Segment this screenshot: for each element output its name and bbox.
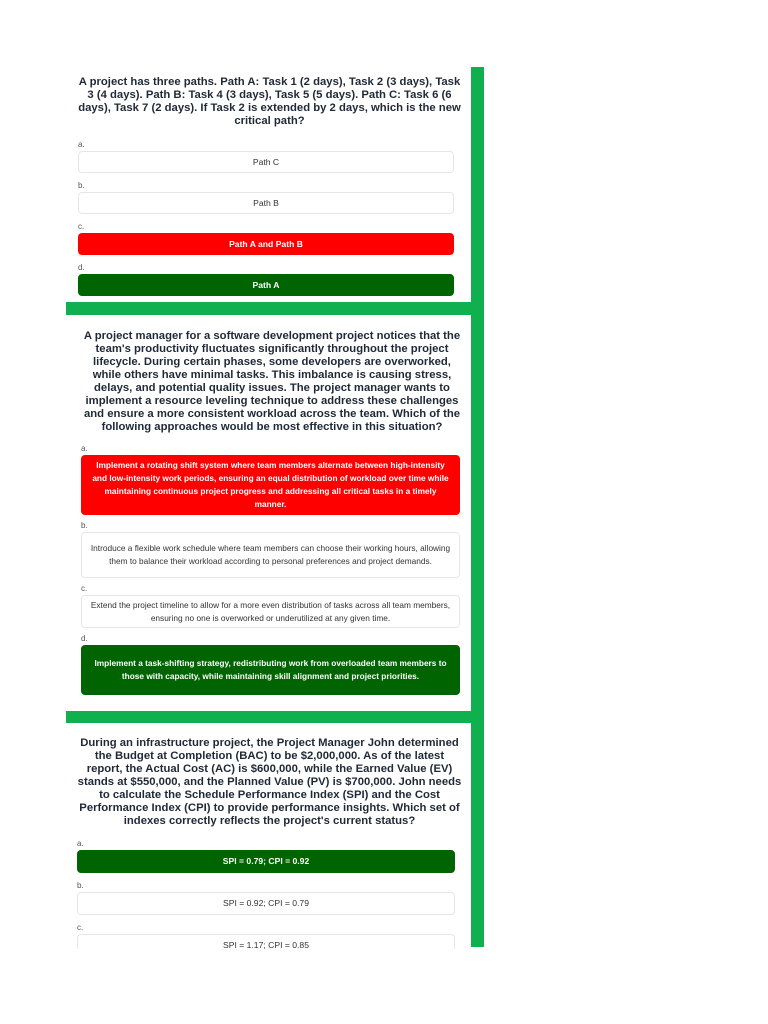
- frame-separator-2: [66, 711, 484, 723]
- answer-option-a[interactable]: SPI = 0.79; CPI = 0.92: [77, 850, 455, 873]
- answer-option-c[interactable]: Path A and Path B: [78, 233, 454, 255]
- answer-option-b[interactable]: SPI = 0.92; CPI = 0.79: [77, 892, 455, 915]
- option-letter: d.: [81, 634, 88, 643]
- option-letter: a.: [77, 839, 84, 848]
- option-letter: a.: [81, 444, 88, 453]
- option-letter: b.: [81, 521, 88, 530]
- frame-right-bar-3: [471, 723, 484, 947]
- answer-option-d[interactable]: Implement a task-shifting strategy, redistributing work from overloaded team members to those with capacity, while maintaining skill alignment and project priorities.: [81, 645, 460, 695]
- option-letter: c.: [78, 222, 85, 231]
- option-letter: d.: [78, 263, 85, 272]
- question-card-1: [72, 76, 467, 298]
- answer-option-a[interactable]: Path C: [78, 151, 454, 173]
- answer-option-a[interactable]: Implement a rotating shift system where team members alternate between high-intensity and low-intensity work periods, ensuring an equal distribution of workload over time while maintaining continuous project progress and addressing all critical tasks in a timely manner.: [81, 455, 460, 515]
- frame-separator-1: [66, 302, 484, 315]
- answer-option-d[interactable]: Path A: [78, 274, 454, 296]
- answer-option-c[interactable]: Extend the project timeline to allow for a more even distribution of tasks across all team members, ensuring no one is overworked or underutilized at any given time.: [81, 595, 460, 628]
- option-letter: c.: [81, 584, 88, 593]
- option-letter: b.: [78, 181, 85, 190]
- question-card-2: [76, 330, 468, 697]
- answer-option-b[interactable]: Introduce a flexible work schedule where team members can choose their working hours, allowing them to balance their workload according to personal preferences and project demands.: [81, 532, 460, 578]
- question-text: During an infrastructure project, the Project Manager John determined the Budget at Completion (BAC) to be $2,000,000. As of the latest report, the Actual Cost (AC) is $600,000, while the Earned Value (EV) stands at $550,000, and the Planned Value (PV) is $700,000. John needs to calculate the Schedule Performance Index (SPI) and the Cost Performance Index (CPI) to provide performance insights. Which set of indexes correctly reflects the project's current status?: [77, 737, 462, 827]
- question-text: A project manager for a software development project notices that the team's productivity fluctuates significantly throughout the project lifecycle. During certain phases, some developers are overworked, while others have minimal tasks. This imbalance is causing stress, delays, and potential quality issues. The project manager wants to implement a resource leveling technique to address these challenges and ensure a more consistent workload across the team. Which of the following approaches would be most effective in this situation?: [83, 330, 461, 433]
- answer-option-c[interactable]: SPI = 1.17; CPI = 0.85: [77, 934, 455, 949]
- frame-right-bar-1: [471, 67, 484, 317]
- option-letter: c.: [77, 923, 84, 932]
- question-text: A project has three paths. Path A: Task 1 (2 days), Task 2 (3 days), Task 3 (4 days). Path B: Task 4 (3 days), Task 5 (5 days). Path C: Task 6 (6 days), Task 7 (2 days). If Task 2 is extended by 2 days, which is the new critical path?: [78, 76, 461, 127]
- question-card-3: [72, 737, 467, 949]
- option-letter: a.: [78, 140, 85, 149]
- frame-right-bar-2: [471, 315, 484, 720]
- option-letter: b.: [77, 881, 84, 890]
- answer-option-b[interactable]: Path B: [78, 192, 454, 214]
